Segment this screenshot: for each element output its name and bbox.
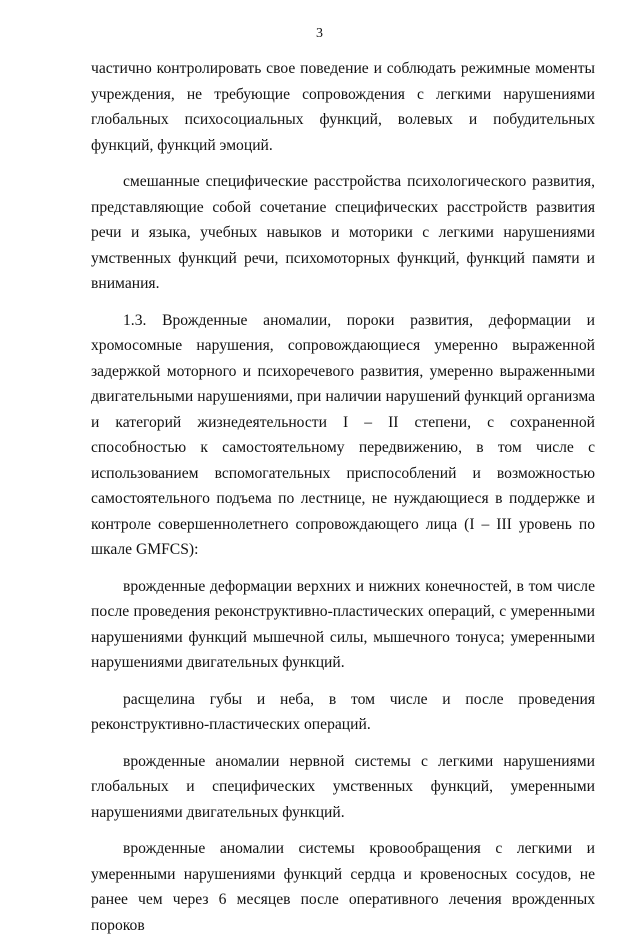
paragraph-continuation: частично контролировать свое поведение и соблюдать режимные моменты учреждения, не требующие сопровождения с легкими нарушениями глобальных психосоциальных функций, волевых и побудительных функций, функций эмоций. — [91, 60, 595, 154]
paragraph-circulatory-system: врожденные аномалии системы кровообращения с легкими и умеренными нарушениями функций сердца и кровеносных сосудов, не ранее чем через 6 месяцев после оперативного лечения врожденных пороков — [91, 840, 595, 934]
page-number: 3 — [316, 26, 323, 41]
paragraph-nervous-system: врожденные аномалии нервной системы с легкими нарушениями глобальных и специфических умственных функций, умеренными нарушениями двигательных функций. — [91, 752, 595, 821]
paragraph-section-1-3: 1.3. Врожденные аномалии, пороки развития, деформации и хромосомные нарушения, сопровождающиеся умеренно выраженной задержкой моторного и психоречевого развития, умеренно выраженными двигательными нарушениями, при наличии нарушений функций организма и категорий жизнедеятельности I – II степени, с сохраненной способностью к самостоятельному передвижению, в том числе с использованием вспомогательных приспособлений и возможностью самостоятельного подъема по лестнице, не нуждающиеся в поддержке и контроле совершеннолетнего сопровождающего лица (I – III уровень по шкале GMFCS): — [91, 311, 595, 558]
paragraph-limb-deformations: врожденные деформации верхних и нижних конечностей, в том числе после проведения реконструктивно-пластических операций, с умеренными нарушениями функций мышечной силы, мышечного тонуса; умеренными нарушениями двигательных функций. — [91, 577, 595, 671]
paragraph-mixed-disorders: смешанные специфические расстройства психологического развития, представляющие собой сочетание специфических расстройств развития речи и языка, учебных навыков и моторики с легкими нарушениями умственных функций речи, психомоторных функций, функций памяти и внимания. — [91, 173, 595, 292]
paragraph-cleft-lip: расщелина губы и неба, в том числе и после проведения реконструктивно-пластических операций. — [91, 690, 595, 733]
document-body — [91, 56, 595, 938]
